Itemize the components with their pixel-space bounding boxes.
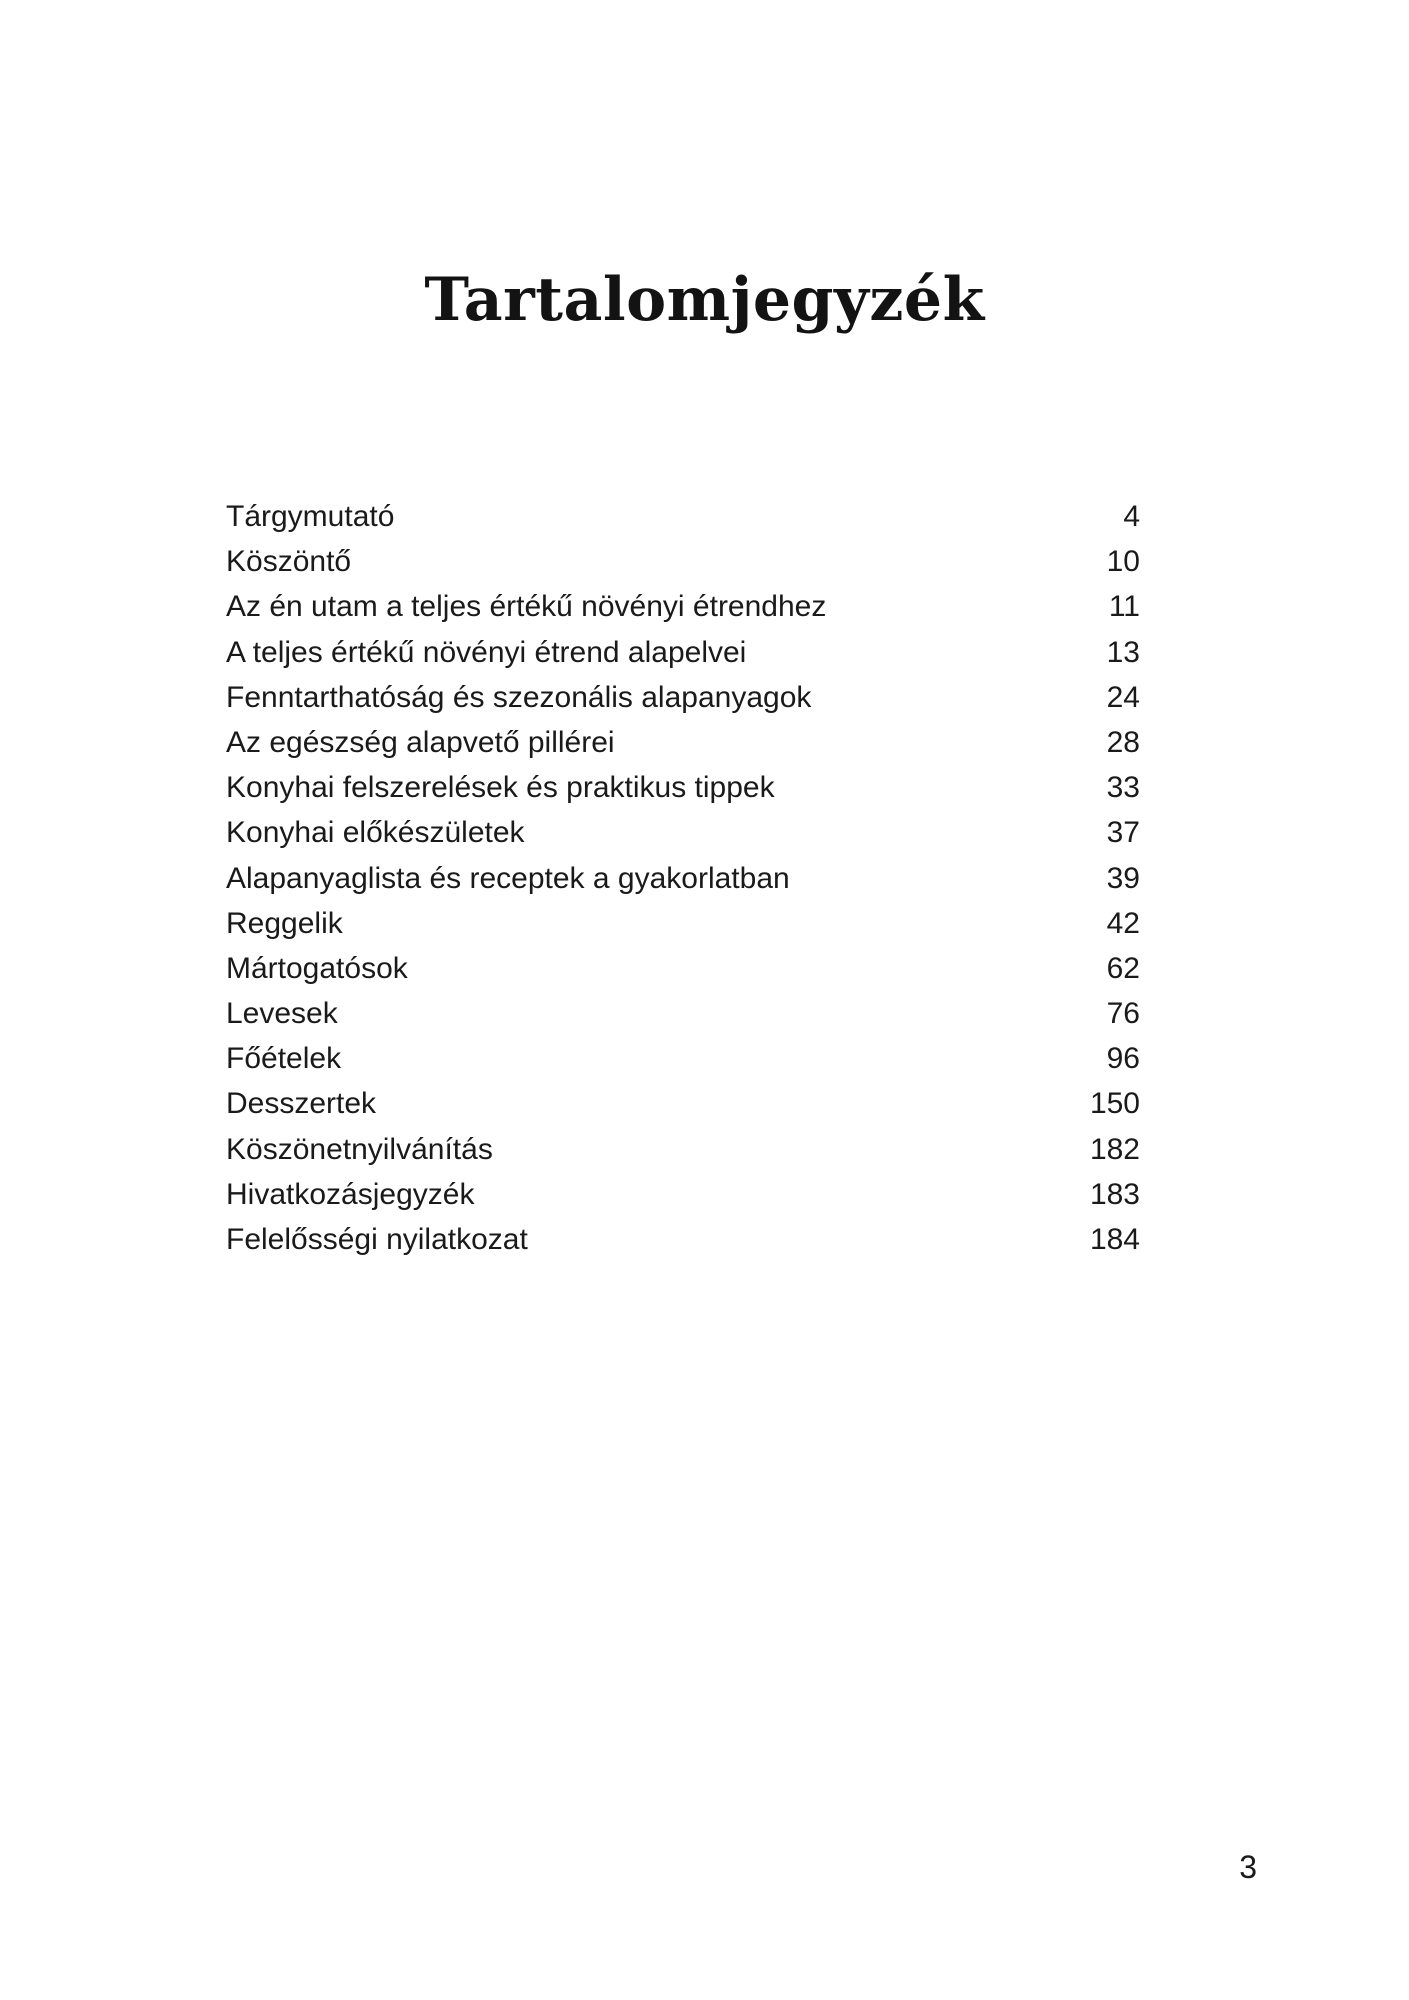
- toc-entry-page: 13: [1106, 635, 1140, 669]
- toc-row: [226, 630, 1140, 675]
- toc-entry-label: A teljes értékű növényi étrend alapelvei: [226, 635, 747, 669]
- toc-row: [226, 765, 1140, 810]
- toc-entry-page: 4: [1123, 500, 1140, 533]
- toc-entry-page: 39: [1106, 861, 1140, 895]
- toc-row: [226, 901, 1140, 946]
- toc-entry-page: 76: [1106, 997, 1140, 1031]
- toc-entry-label: Reggelik: [226, 906, 343, 940]
- toc-row: [226, 494, 1140, 539]
- toc-entry-page: 96: [1106, 1042, 1140, 1076]
- toc-entry-label: Tárgymutató: [226, 500, 395, 533]
- toc-row: [226, 810, 1140, 855]
- toc-row: [226, 720, 1140, 765]
- toc-entry-label: Az egészség alapvető pillérei: [226, 725, 615, 759]
- toc-row: [226, 1081, 1140, 1126]
- toc-entry-page: 10: [1106, 545, 1140, 579]
- toc-row: [226, 856, 1140, 901]
- toc-row: [226, 1217, 1140, 1262]
- footer-page-number: 3: [1239, 1849, 1257, 1885]
- toc-row: [226, 539, 1140, 584]
- toc-row: [226, 1036, 1140, 1081]
- toc-entry-page: 150: [1089, 1087, 1140, 1121]
- toc-row: [226, 991, 1140, 1036]
- toc-entry-label: Fenntarthatóság és szezonális alapanyagok: [226, 680, 812, 714]
- page-title: Tartalomjegyzék: [424, 265, 985, 335]
- toc-entry-page: 183: [1089, 1177, 1140, 1211]
- toc-row: [226, 946, 1140, 991]
- toc-entry-label: Köszönetnyilvánítás: [226, 1132, 493, 1166]
- toc-entry-label: Az én utam a teljes értékű növényi étrendhez: [226, 590, 827, 624]
- toc-entry-label: Mártogatósok: [226, 951, 408, 985]
- toc-entry-label: Konyhai előkészületek: [226, 816, 525, 850]
- toc-row: [226, 584, 1140, 629]
- toc-entry-label: Konyhai felszerelések és praktikus tippek: [226, 771, 775, 805]
- toc-entry-label: Felelősségi nyilatkozat: [226, 1223, 528, 1256]
- toc-entry-label: Desszertek: [226, 1087, 377, 1121]
- toc-entry-page: 42: [1106, 906, 1140, 940]
- toc-entry-label: Főételek: [226, 1042, 342, 1076]
- toc-entry-page: 33: [1106, 771, 1140, 805]
- toc-entry-page: 37: [1106, 816, 1140, 850]
- toc-row: [226, 1172, 1140, 1217]
- toc-entry-label: Alapanyaglista és receptek a gyakorlatban: [226, 861, 790, 895]
- toc-entry-label: Levesek: [226, 997, 338, 1031]
- toc-entry-page: 28: [1106, 725, 1140, 759]
- toc-entry-page: 184: [1089, 1223, 1140, 1256]
- toc-entry-page: 62: [1106, 951, 1140, 985]
- toc-entry-page: 182: [1089, 1132, 1140, 1166]
- toc-entry-page: 11: [1108, 590, 1140, 624]
- toc-list: [226, 494, 1140, 1262]
- toc-entry-label: Hivatkozásjegyzék: [226, 1177, 475, 1211]
- toc-entry-label: Köszöntő: [226, 545, 352, 579]
- toc-row: [226, 1127, 1140, 1172]
- toc-row: [226, 675, 1140, 720]
- toc-entry-page: 24: [1106, 680, 1140, 714]
